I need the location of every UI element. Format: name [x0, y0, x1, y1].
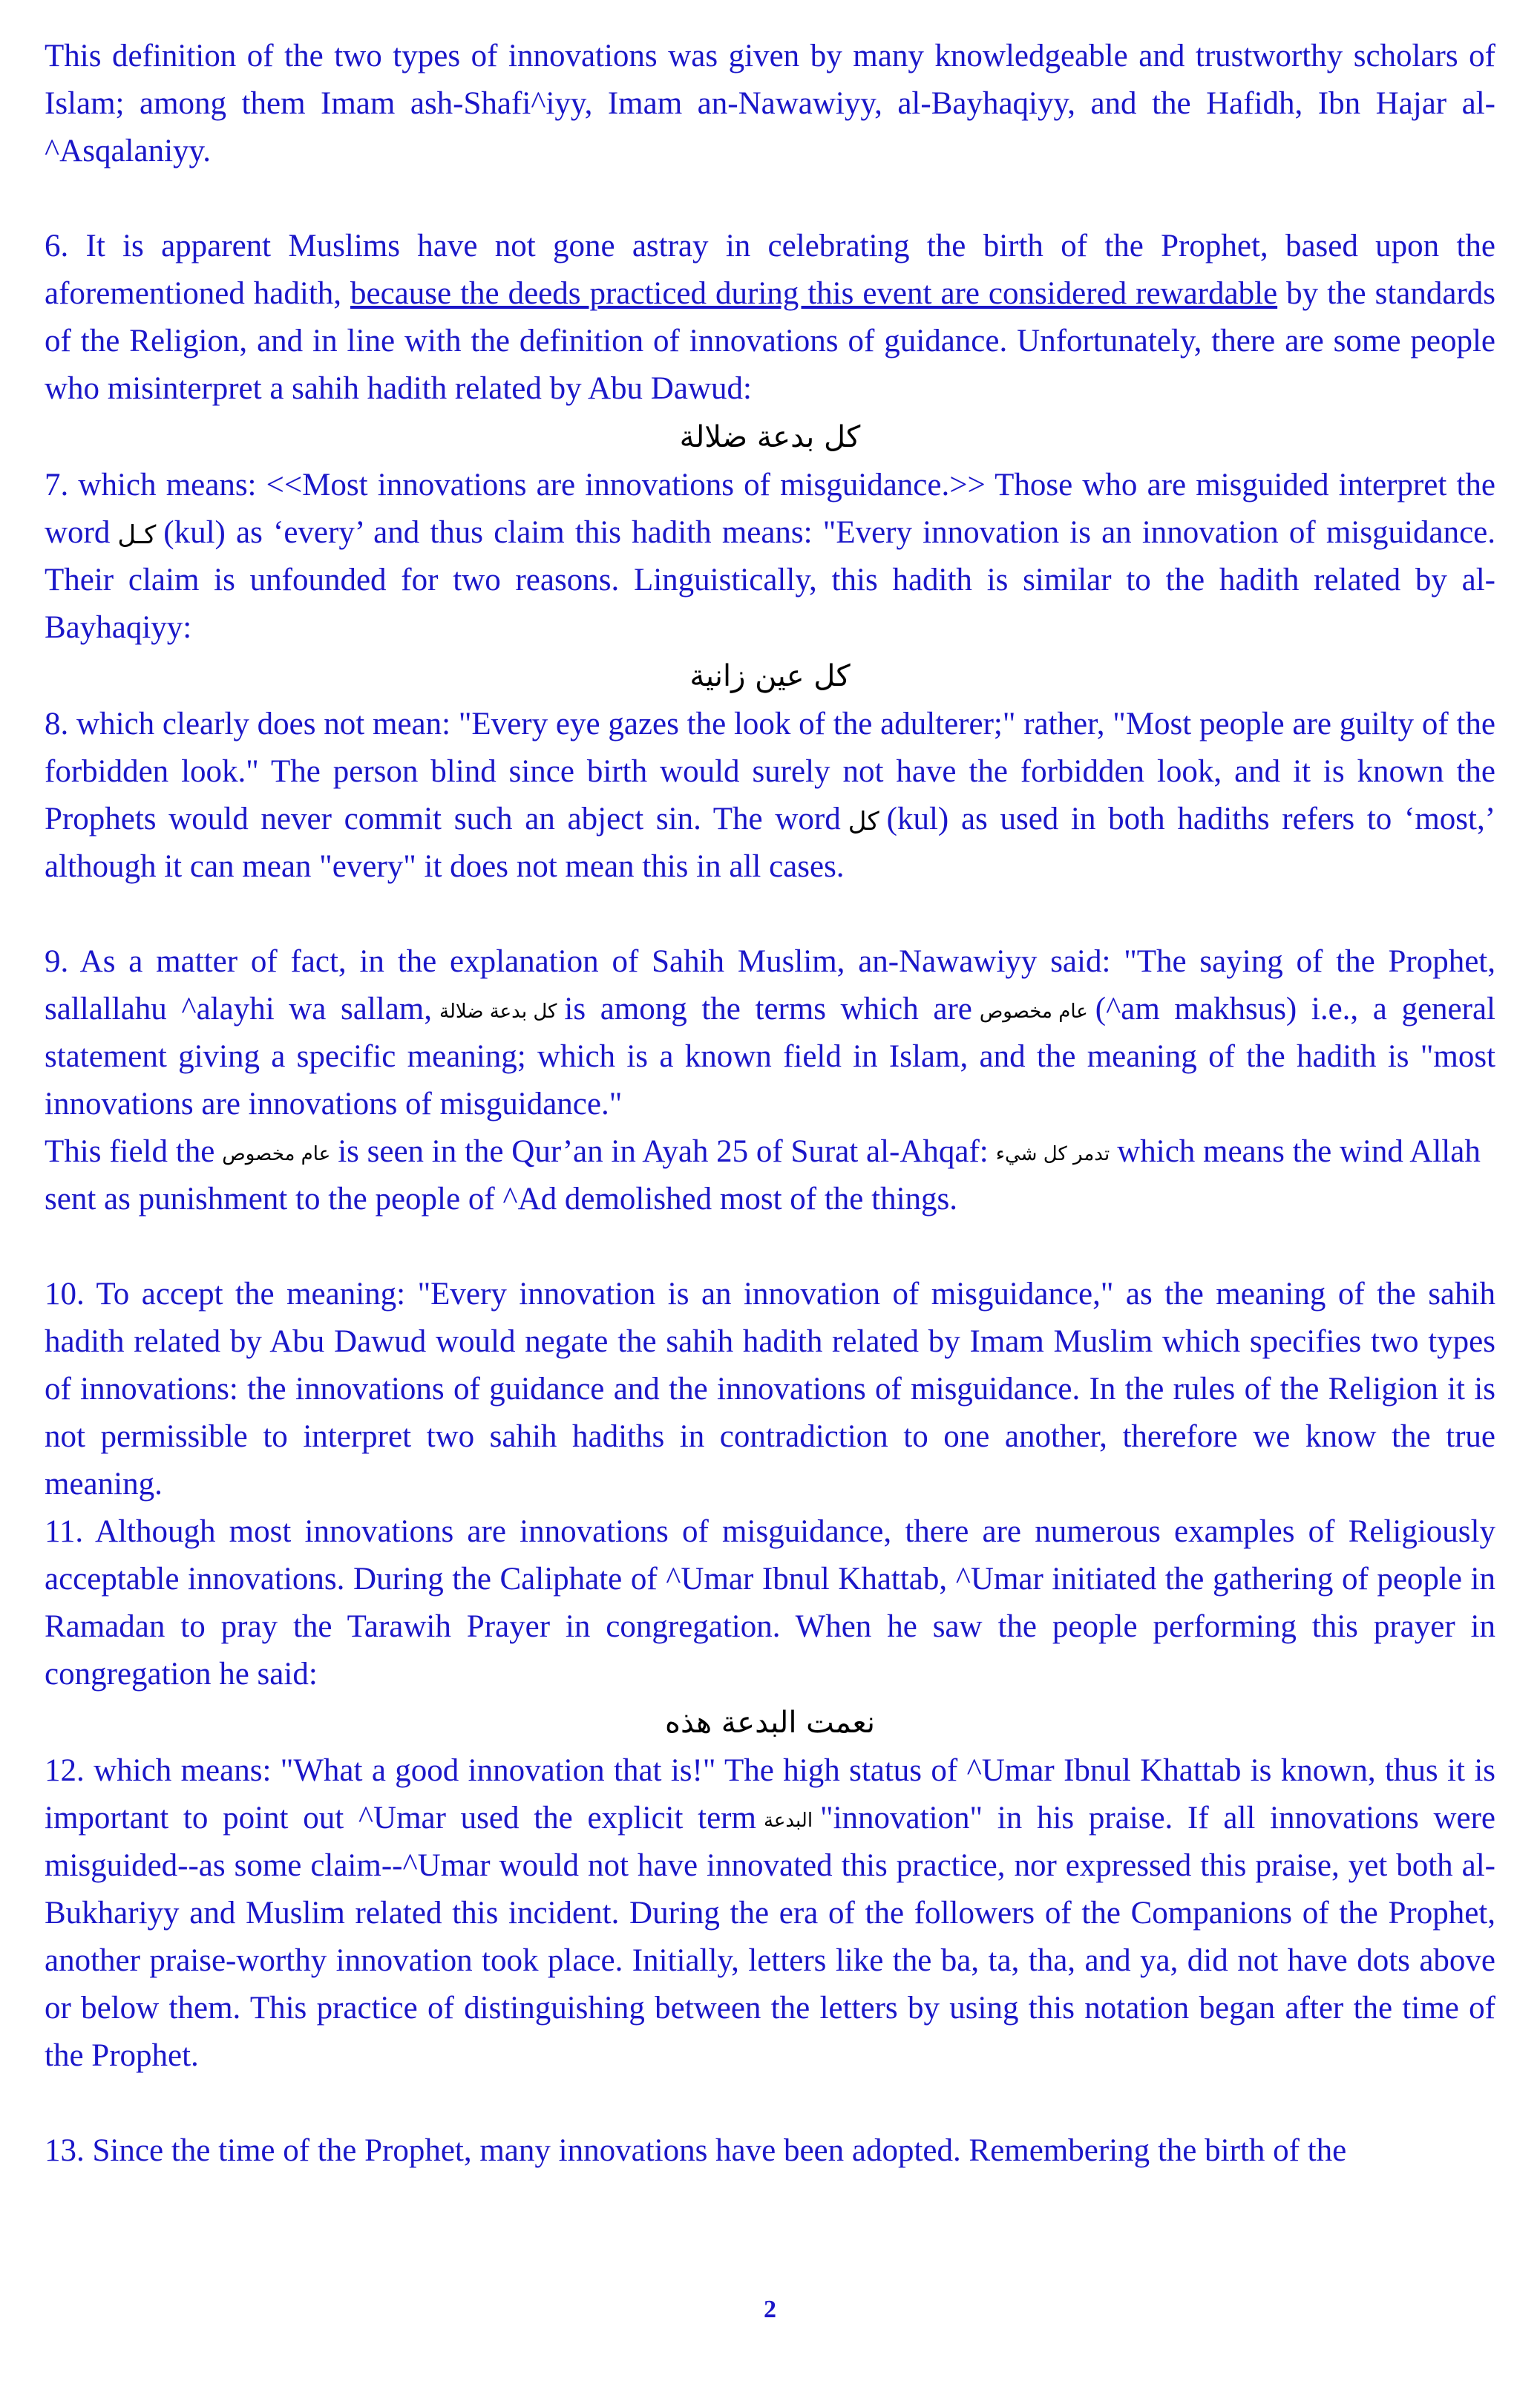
- p7-text-a: 7. which means: <<Most innovations are innovations of misguidance.>> Those who are misguided interpret the word: [45, 468, 1495, 550]
- spacer: [45, 891, 1495, 938]
- p9-text-c: (^am makhsus) i.e., a general statement giving a specific meaning; which is a known field in Islam, and the meaning of the hadith is "most innovations are innovations of misguidance.": [45, 992, 1495, 1122]
- paragraph-11: 11. Although most innovations are innovations of misguidance, there are numerous examples of Religiously acceptable innovations. During the Caliphate of ^Umar Ibnul Khattab, ^Umar initiated the gathering of people in Ramadan to pray the Tarawih Prayer in congregation. When he saw the people performing this prayer in congregation he said:: [45, 1514, 1495, 1692]
- spacer: [45, 175, 1495, 223]
- document-body: [45, 33, 1495, 2175]
- p9b-text-c: which means the wind Allah sent as punishment to the people of ^Ad demolished most of the things.: [45, 1134, 1481, 1217]
- paragraph-9b: [45, 1128, 1495, 1223]
- paragraph-10: 10. To accept the meaning: "Every innovation is an innovation of misguidance," as the meaning of the sahih hadith related by Abu Dawud would negate the sahih hadith related by Imam Muslim which specifies two types of innovations: the innovations of guidance and the innovations of misguidance. In the rules of the Religion it is not permissible to interpret two sahih hadiths in contradiction to one another, therefore we know the true meaning.: [45, 1277, 1495, 1502]
- spacer: [45, 1223, 1495, 1271]
- intro-paragraph: This definition of the two types of innovations was given by many knowledgeable and trustworthy scholars of Islam; among them Imam ash-Shafi^iyy, Imam an-Nawawiyy, al-Bayhaqiyy, and the Hafidh, Ibn Hajar al-^Asqalaniyy.: [45, 39, 1495, 168]
- arabic-bidah-term: البدعة: [763, 1810, 813, 1833]
- p8-text-a: 8. which clearly does not mean: "Every eye gazes the look of the adulterer;" rather, "Most people are guilty of the forbidden look." The person blind since birth would surely not have the forbidden look, and it is known the Prophets would never commit such an abject sin. The word: [45, 707, 1495, 836]
- p9b-text-a: This field the: [45, 1134, 215, 1169]
- paragraph-6: [45, 223, 1495, 413]
- p12-text-a: 12. which means: "What a good innovation that is!" The high status of ^Umar Ibnul Khattab is known, thus it is important to point out ^Umar used the explicit term: [45, 1753, 1495, 1836]
- spacer: [45, 2080, 1495, 2127]
- p6-text-b: by the standards of the Religion, and in line with the definition of innovations of guidance. Unfortunately, there are some people who misinterpret a sahih hadith related by Abu Dawud:: [45, 276, 1495, 406]
- arabic-quran-phrase: تدمر كل شيء: [995, 1143, 1110, 1166]
- paragraph-7: [45, 462, 1495, 652]
- paragraph-9: [45, 938, 1495, 1128]
- page-number: 2: [764, 2296, 776, 2323]
- arabic-kul-1: كـل: [117, 520, 157, 551]
- p8-text-b: (kul) as used in both hadiths refers to ‘most,’ although it can mean "every" it does not mean this in all cases.: [45, 802, 1496, 884]
- paragraph-12: [45, 1747, 1495, 2080]
- arabic-hadith-2: كل عين زانية: [689, 659, 851, 693]
- arabic-am-makhsus-1: عام مخصوص: [979, 1001, 1088, 1024]
- paragraph-8: [45, 701, 1495, 891]
- arabic-am-makhsus-2: عام مخصوص: [222, 1143, 331, 1166]
- arabic-inline-hadith: كل بدعة ضلالة: [439, 1001, 557, 1024]
- p7-text-b: (kul) as ‘every’ and thus claim this hadith means: "Every innovation is an innovation of misguidance. Their claim is unfounded for two reasons. Linguistically, this hadith is similar to the hadith related by al-Bayhaqiyy:: [45, 515, 1495, 645]
- arabic-hadith-1: كل بدعة ضلالة: [679, 420, 861, 454]
- p9b-text-b: is seen in the Qur’an in Ayah 25 of Surat al-Ahqaf:: [338, 1134, 989, 1169]
- paragraph-13: 13. Since the time of the Prophet, many innovations have been adopted. Remembering the birth of the: [45, 2133, 1347, 2168]
- arabic-umar-quote: نعمت البدعة هذه: [665, 1706, 875, 1740]
- p6-text-a: 6. It is apparent Muslims have not gone astray in celebrating the birth of the Prophet, based upon the aforementioned hadith,: [45, 229, 1495, 311]
- p6-underlined-text: because the deeds practiced during this event are considered rewardable: [350, 276, 1278, 311]
- p12-text-b: "innovation" in his praise. If all innovations were misguided--as some claim--^Umar would not have innovated this practice, nor expressed this praise, yet both al-Bukhariyy and Muslim related this incident. During the era of the followers of the Companions of the Prophet, another praise-worthy innovation took place. Initially, letters like the ba, ta, tha, and ya, did not have dots above or below them. This practice of distinguishing between the letters by using this notation began after the time of the Prophet.: [45, 1801, 1496, 2073]
- p9-text-a: 9. As a matter of fact, in the explanation of Sahih Muslim, an-Nawawiyy said: "The saying of the Prophet, sallallahu ^alayhi wa sallam,: [45, 944, 1495, 1027]
- arabic-kul-2: كل: [848, 807, 879, 837]
- p9-text-b: is among the terms which are: [564, 992, 972, 1027]
